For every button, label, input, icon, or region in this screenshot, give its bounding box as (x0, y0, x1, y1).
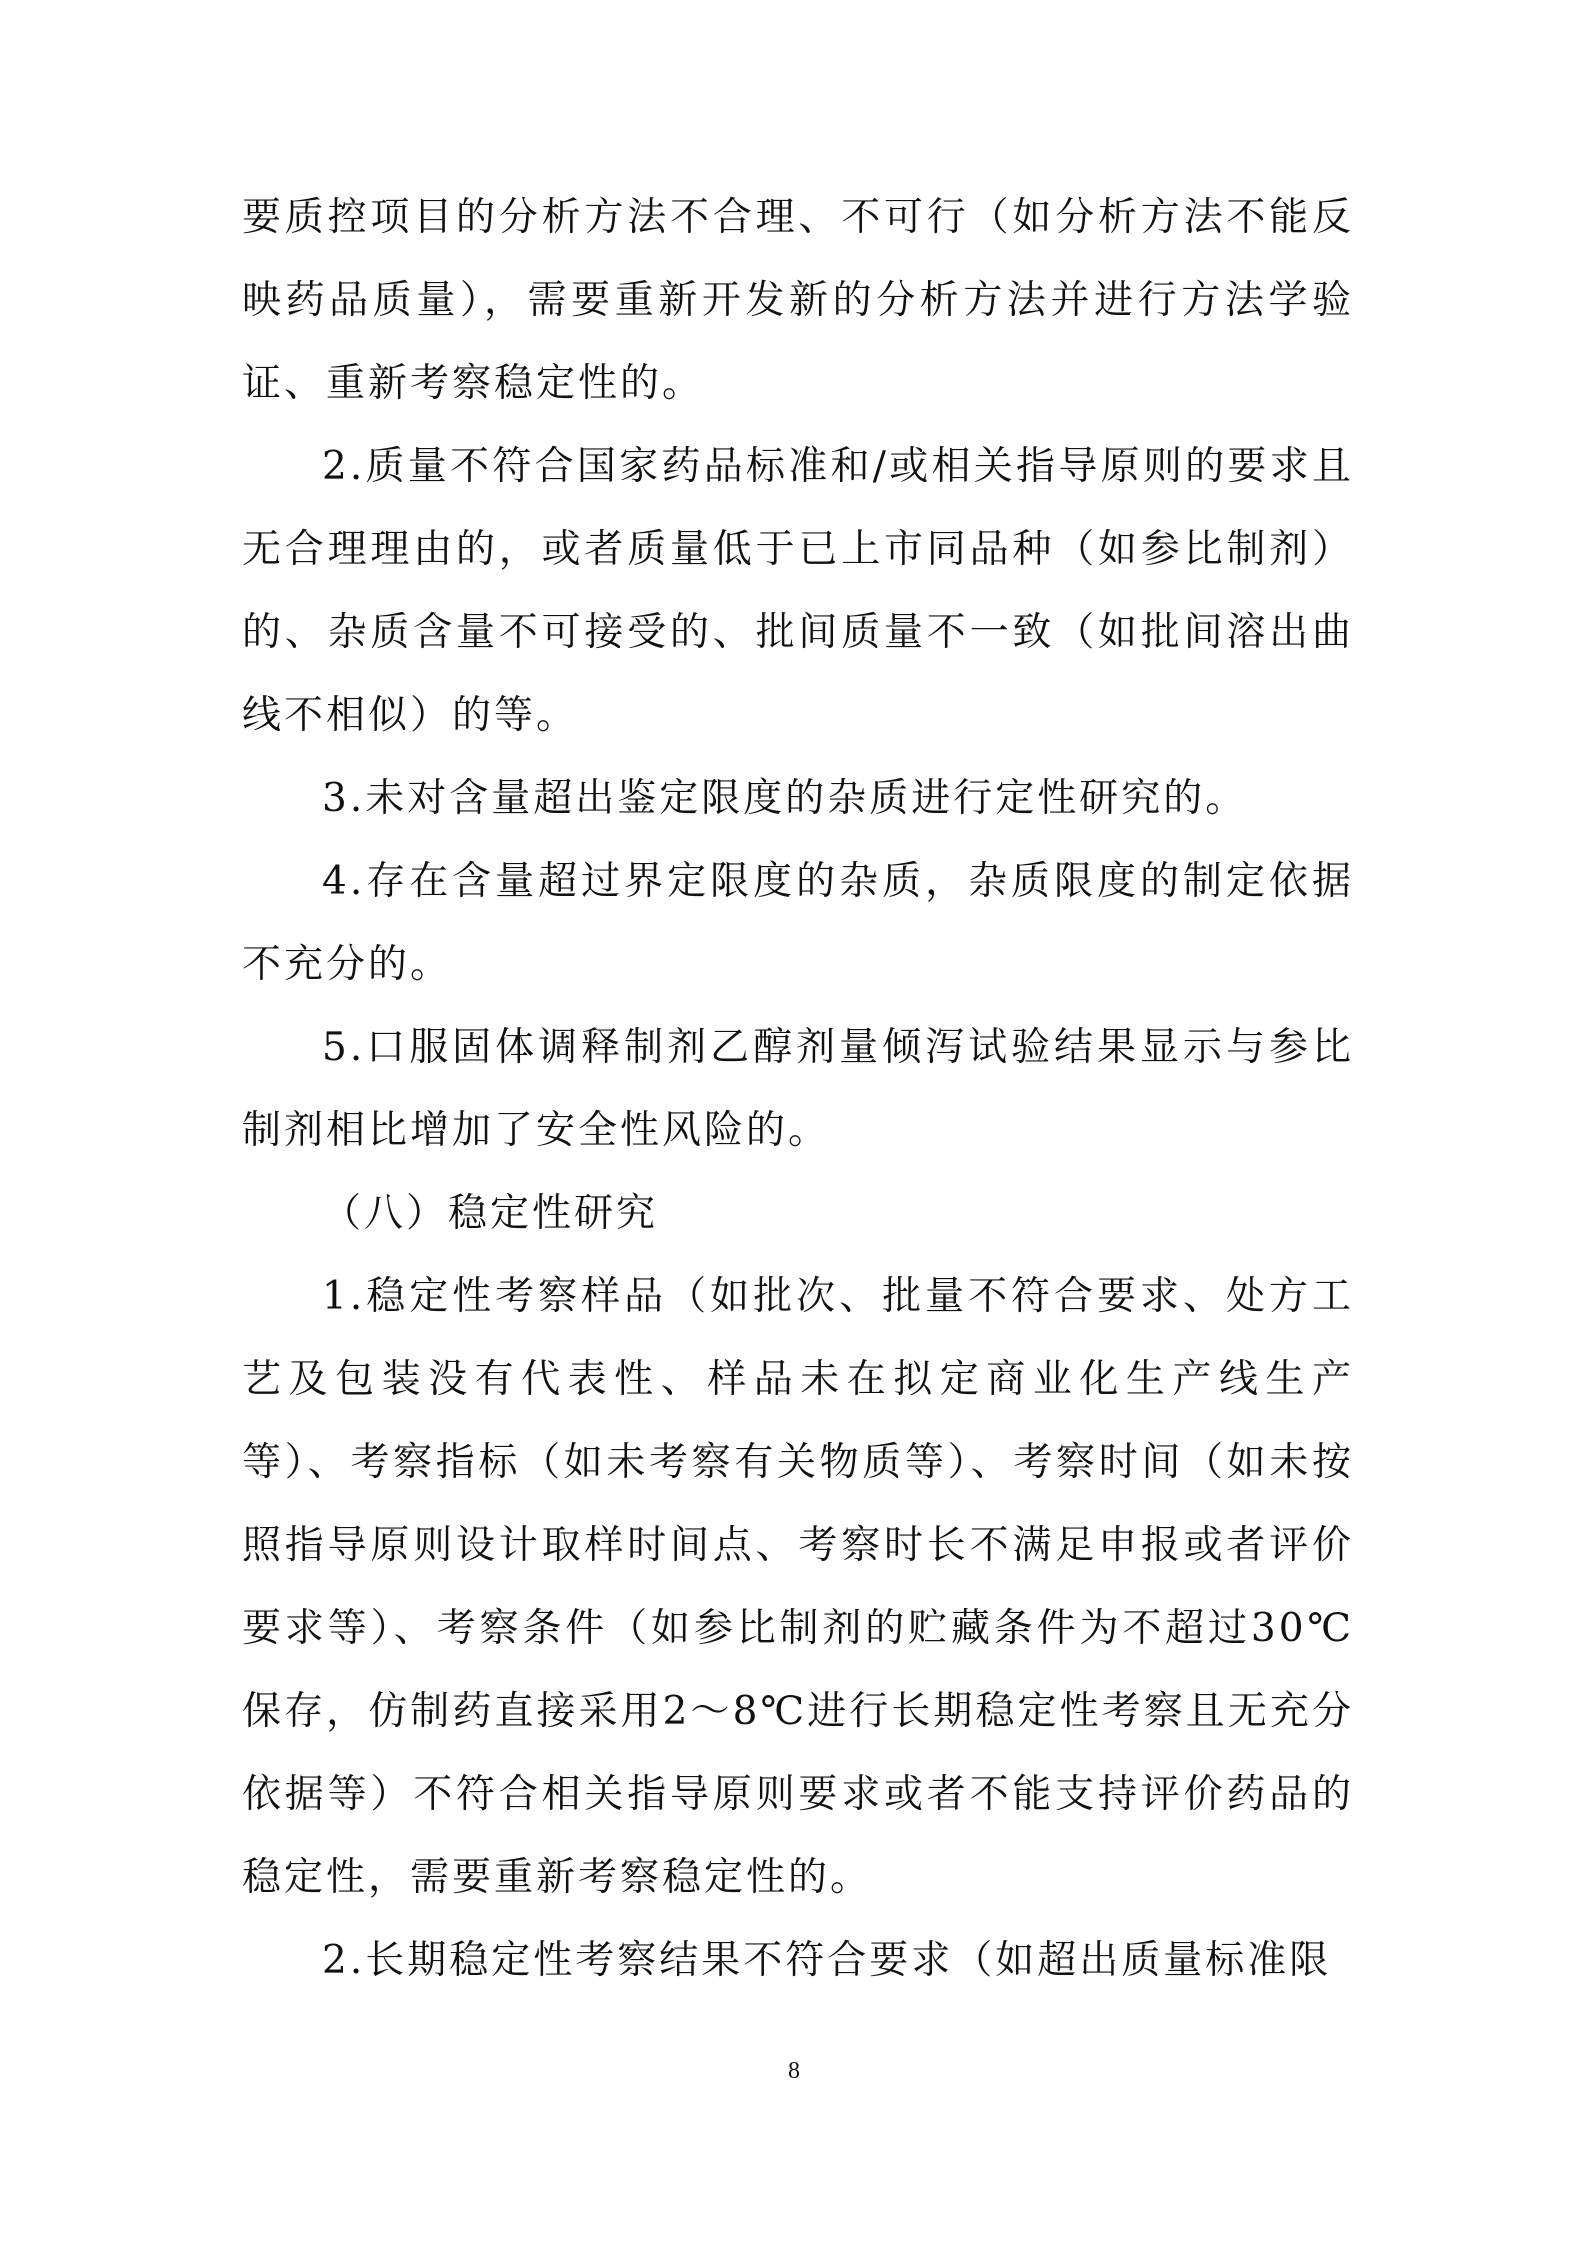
paragraph-item-3-impurity-identification: 3.未对含量超出鉴定限度的杂质进行定性研究的。 (322, 776, 1248, 821)
paragraph-item-2-quality: 2.质量不符合国家药品标准和/或相关指导原则的要求且无合理理由的，或者质量低于已上市同品种（如参比制剂）的、杂质含量不可接受的、批间质量不一致（如批间溶出曲线不相似）的等。 (242, 444, 1354, 738)
paragraph-item-1-stability-samples: 1.稳定性考察样品（如批次、批量不符合要求、处方工艺及包装没有代表性、样品未在拟定商业化生产线生产等）、考察指标（如未考察有关物质等）、考察时间（如未按照指导原则设计取样时间点、考察时长不满足申报或者评价要求等）、考察条件（如参比制剂的贮藏条件为不超过30℃保存，仿制药直接采用2～8℃进行长期稳定性考察且无充分依据等）不符合相关指导原则要求或者不能支持评价药品的稳定性，需要重新考察稳定性的。 (242, 1274, 1354, 1900)
paragraph-item-2-long-term-stability: 2.长期稳定性考察结果不符合要求（如超出质量标准限 (322, 1938, 1332, 1983)
paragraph-item-4-impurity-limit: 4.存在含量超过界定限度的杂质，杂质限度的制定依据不充分的。 (242, 859, 1354, 987)
page-number: 8 (788, 2058, 800, 2084)
section-heading-stability-study: （八）稳定性研究 (322, 1191, 659, 1236)
body-text (242, 176, 1354, 2002)
paragraph-continued-quality-control: 要质控项目的分析方法不合理、不可行（如分析方法不能反映药品质量），需要重新开发新的分析方法并进行方法学验证、重新考察稳定性的。 (242, 195, 1354, 406)
paragraph-item-5-alcohol-dose-dumping: 5.口服固体调释制剂乙醇剂量倾泻试验结果显示与参比制剂相比增加了安全性风险的。 (242, 1025, 1354, 1153)
